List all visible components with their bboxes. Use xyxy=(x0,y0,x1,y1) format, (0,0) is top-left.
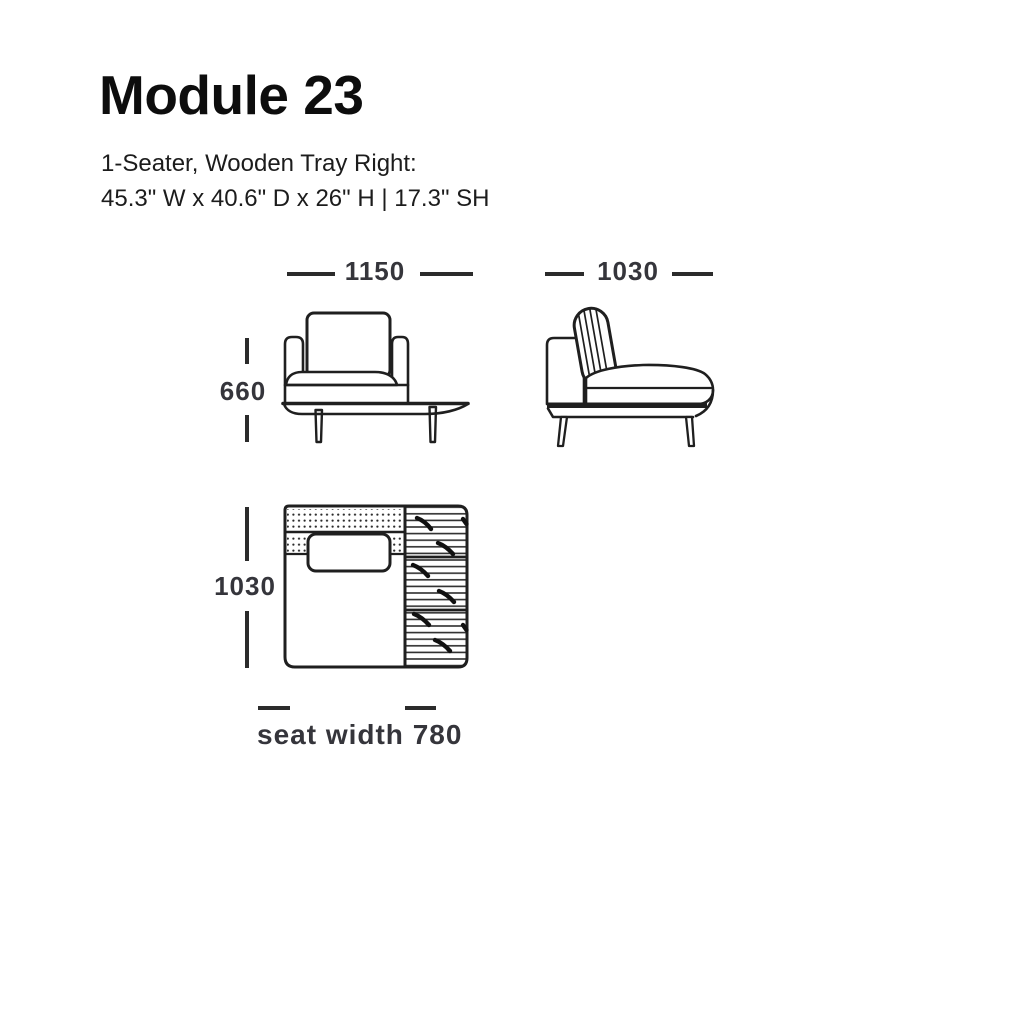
top-depth-dim-label: 1030 xyxy=(214,571,276,601)
front-height-dim-label: 660 xyxy=(219,376,267,406)
side-right-leg xyxy=(686,417,694,446)
seat-width-dim-dash-right xyxy=(405,706,436,710)
tray-bottom-edge xyxy=(284,404,467,414)
front-width-dim-dash-left xyxy=(287,272,335,276)
side-width-dim-label: 1030 xyxy=(597,256,659,286)
top-view-drawing xyxy=(275,495,480,680)
front-width-dim-dash-right xyxy=(420,272,473,276)
front-seat-cushion xyxy=(286,372,397,385)
top-depth-dim-dash-top xyxy=(245,507,249,561)
top-wooden-tray xyxy=(405,506,467,667)
side-width-dim-dash-left xyxy=(545,272,584,276)
top-depth-dim-dash-bottom xyxy=(245,611,249,668)
top-right-stipple-patch xyxy=(390,536,403,552)
side-seat-cushion xyxy=(586,365,713,404)
front-right-leg xyxy=(430,407,437,442)
subtitle-line-2: 45.3" W x 40.6" D x 26" H | 17.3" SH xyxy=(101,185,490,212)
side-base-band xyxy=(547,403,707,409)
seat-width-dim-dash-left xyxy=(258,706,290,710)
top-left-stipple-patch xyxy=(287,536,308,552)
top-seat-outline xyxy=(285,506,405,667)
front-height-dim-dash-bottom xyxy=(245,415,249,442)
side-width-dim-dash-right xyxy=(672,272,713,276)
front-width-dim-label: 1150 xyxy=(344,256,406,286)
seat-width-dim-label: seat width 780 xyxy=(257,719,463,750)
front-view-drawing xyxy=(275,300,480,450)
subtitle-line-1: 1-Seater, Wooden Tray Right: xyxy=(101,150,417,177)
side-platform xyxy=(548,409,693,418)
front-back-cushion xyxy=(307,313,390,377)
top-headrest-cushion xyxy=(308,534,390,571)
front-right-arm xyxy=(392,337,408,403)
side-left-leg xyxy=(558,417,567,446)
front-height-dim-dash-top xyxy=(245,338,249,364)
top-backrest-stipple xyxy=(287,509,403,530)
side-view-drawing xyxy=(540,300,718,452)
page-title: Module 23 xyxy=(99,64,364,126)
